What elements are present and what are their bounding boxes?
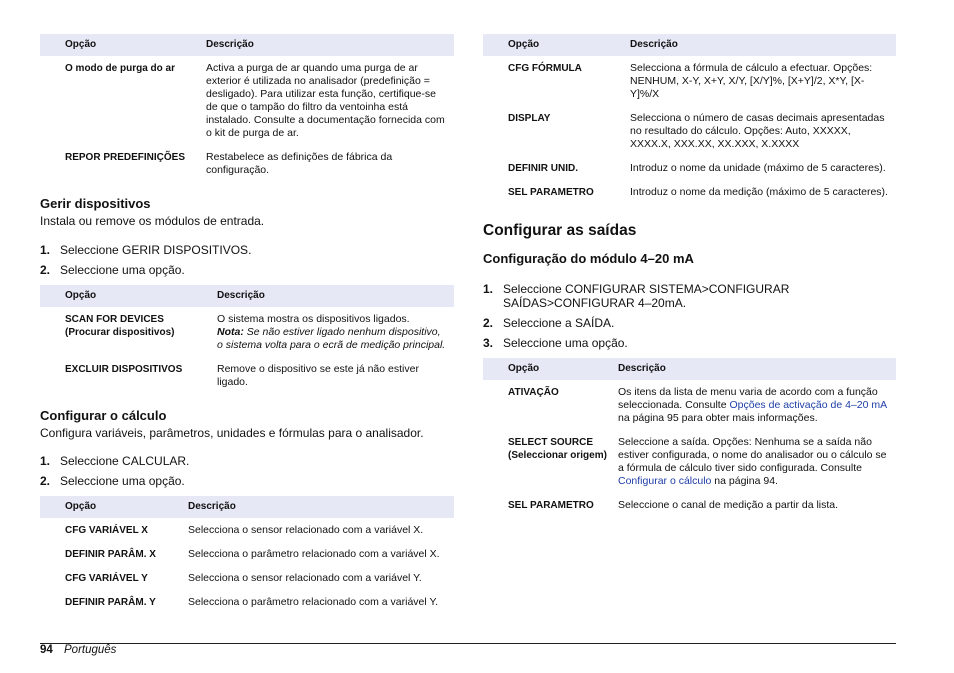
table-row	[483, 380, 896, 430]
table-row	[40, 590, 454, 614]
option-cell: DEFINIR UNID.	[508, 163, 578, 174]
manage-devices-section	[40, 196, 454, 394]
description-cell	[213, 307, 454, 357]
calculation-options-table	[40, 496, 454, 614]
option-cell: DEFINIR PARÂM. X	[65, 549, 156, 560]
air-purge-options-table	[40, 34, 454, 182]
table-row	[483, 430, 896, 493]
table-row	[483, 156, 896, 180]
description-cell: Selecciona o sensor relacionado com a variável X.	[188, 524, 424, 536]
step-text: Seleccione CALCULAR.	[60, 454, 190, 468]
description-cell: Selecciona o parâmetro relacionado com a variável Y.	[188, 596, 439, 608]
description-text: O sistema mostra os dispositivos ligados.	[217, 313, 410, 325]
note-label: Nota:	[217, 326, 244, 338]
steps-list	[40, 243, 454, 277]
left-column	[40, 34, 454, 614]
list-item	[40, 243, 454, 257]
table-row	[483, 56, 896, 106]
list-item	[483, 336, 896, 350]
description-text: na página 94.	[711, 475, 778, 487]
table-header-row	[483, 34, 896, 56]
description-cell	[614, 430, 896, 493]
option-cell: DISPLAY	[508, 113, 551, 124]
description-column-header: Descrição	[184, 496, 454, 518]
step-text: Seleccione uma opção.	[60, 263, 185, 277]
option-column-header: Opção	[483, 358, 614, 380]
devices-options-table	[40, 285, 454, 394]
option-column-header: Opção	[40, 34, 202, 56]
page-number: 94	[40, 644, 53, 656]
option-cell: SCAN FOR DEVICES (Procurar dispositivos)	[65, 314, 175, 338]
description-cell: Seleccione o canal de medição a partir da lista.	[618, 499, 839, 511]
option-column-header: Opção	[483, 34, 626, 56]
formula-options-table	[483, 34, 896, 204]
table-header-row	[483, 358, 896, 380]
activation-options-link[interactable]: Opções de activação de 4–20 mA	[729, 399, 887, 411]
table-row	[40, 518, 454, 542]
section-intro: Instala ou remove os módulos de entrada.	[40, 214, 265, 228]
configure-calculation-link[interactable]: Configurar o cálculo	[618, 475, 712, 487]
description-cell: Remove o dispositivo se este já não estiver ligado.	[217, 363, 419, 388]
option-cell: O modo de purga do ar	[65, 63, 176, 74]
configure-outputs-section	[483, 222, 896, 517]
step-number: 2.	[483, 316, 494, 330]
description-cell: Introduz o nome da medição (máximo de 5 caracteres).	[630, 186, 888, 198]
table-header-row	[40, 34, 454, 56]
table-header-row	[40, 496, 454, 518]
step-text: Seleccione a SAÍDA.	[503, 316, 615, 330]
list-item	[40, 263, 454, 277]
section-heading: Gerir dispositivos	[40, 196, 151, 211]
description-column-header: Descrição	[614, 358, 896, 380]
configure-calculation-section	[40, 408, 454, 614]
table-row	[483, 180, 896, 204]
option-cell: SEL PARAMETRO	[508, 187, 594, 198]
table-row	[40, 357, 454, 394]
description-cell: Introduz o nome da unidade (máximo de 5 caracteres).	[630, 162, 886, 174]
option-cell: EXCLUIR DISPOSITIVOS	[65, 364, 183, 375]
option-cell: SEL PARAMETRO	[508, 500, 594, 511]
table-row	[40, 542, 454, 566]
step-number: 1.	[483, 282, 494, 296]
right-column	[483, 34, 896, 517]
step-number: 2.	[40, 474, 51, 488]
steps-list	[40, 454, 454, 488]
section-heading: Configurar as saídas	[483, 222, 637, 239]
table-row	[483, 493, 896, 517]
section-intro: Configura variáveis, parâmetros, unidades e fórmulas para o analisador.	[40, 426, 424, 440]
option-cell: CFG FÓRMULA	[508, 63, 582, 74]
table-header-row	[40, 285, 454, 307]
list-item	[483, 316, 896, 330]
list-item	[483, 282, 896, 310]
step-number: 2.	[40, 263, 51, 277]
list-item	[40, 454, 454, 468]
table-row	[483, 106, 896, 156]
section-heading: Configurar o cálculo	[40, 408, 167, 423]
option-cell: ATIVAÇÃO	[508, 387, 559, 398]
list-item	[40, 474, 454, 488]
output-options-table	[483, 358, 896, 517]
description-column-header: Descrição	[626, 34, 896, 56]
step-text: Seleccione CONFIGURAR SISTEMA>CONFIGURAR SAÍDAS>CONFIGURAR 4–20mA.	[503, 282, 790, 310]
option-cell: CFG VARIÁVEL X	[65, 525, 148, 536]
table-row	[40, 145, 454, 182]
description-cell: Selecciona o número de casas decimais apresentadas no resultado do cálculo. Opções: Auto, XXXXX, XXXX.X, XXX.XX, XX.XXX, X.XXXX	[630, 112, 885, 150]
description-cell: Restabelece as definições de fábrica da configuração.	[206, 151, 393, 176]
table-row	[40, 307, 454, 357]
description-cell: Selecciona a fórmula de cálculo a efectuar. Opções: NENHUM, X-Y, X+Y, X/Y, [X/Y]%, [X+Y]/2, X*Y, [X-Y]%/X	[630, 62, 873, 100]
option-cell: REPOR PREDEFINIÇÕES	[65, 152, 186, 163]
footer-language: Português	[64, 644, 117, 656]
option-cell: CFG VARIÁVEL Y	[65, 573, 148, 584]
option-column-header: Opção	[40, 285, 213, 307]
footer-divider	[40, 643, 896, 644]
page-footer	[40, 644, 116, 656]
description-cell: Activa a purga de ar quando uma purga de ar exterior é utilizada no analisador (predefinição = desligado). Para utilizar esta função, certifique-se de que o tampão do filtro da ventoinha está instalado. Consulte a documentação fornecida com o kit de purga de ar.	[206, 62, 445, 139]
option-cell: SELECT SOURCE (Seleccionar origem)	[508, 437, 607, 461]
table-row	[40, 56, 454, 145]
description-cell: Selecciona o parâmetro relacionado com a variável X.	[188, 548, 440, 560]
option-cell: DEFINIR PARÂM. Y	[65, 597, 156, 608]
description-cell	[614, 380, 896, 430]
step-number: 3.	[483, 336, 494, 350]
step-number: 1.	[40, 243, 51, 257]
description-column-header: Descrição	[213, 285, 454, 307]
step-number: 1.	[40, 454, 51, 468]
step-text: Seleccione uma opção.	[60, 474, 185, 488]
step-text: Seleccione uma opção.	[503, 336, 628, 350]
description-text: Seleccione a saída. Opções: Nenhuma se a saída não estiver configurada, o nome do analisador ou o cálculo se a fórmula de cálculo tiver sido configurada. Consulte	[618, 436, 887, 474]
description-cell: Selecciona o sensor relacionado com a variável Y.	[188, 572, 422, 584]
description-column-header: Descrição	[202, 34, 454, 56]
description-text: na página 95 para obter mais informações.	[618, 412, 818, 424]
table-row	[40, 566, 454, 590]
note-text: Se não estiver ligado nenhum dispositivo, o sistema volta para o ecrã de medição principal.	[217, 326, 446, 351]
step-text: Seleccione GERIR DISPOSITIVOS.	[60, 243, 252, 257]
steps-list	[483, 282, 896, 350]
subsection-heading: Configuração do módulo 4–20 mA	[483, 251, 694, 266]
description-text: Os itens da lista de menu varia de acordo com a função seleccionada. Consulte	[618, 386, 878, 411]
option-column-header: Opção	[40, 496, 184, 518]
